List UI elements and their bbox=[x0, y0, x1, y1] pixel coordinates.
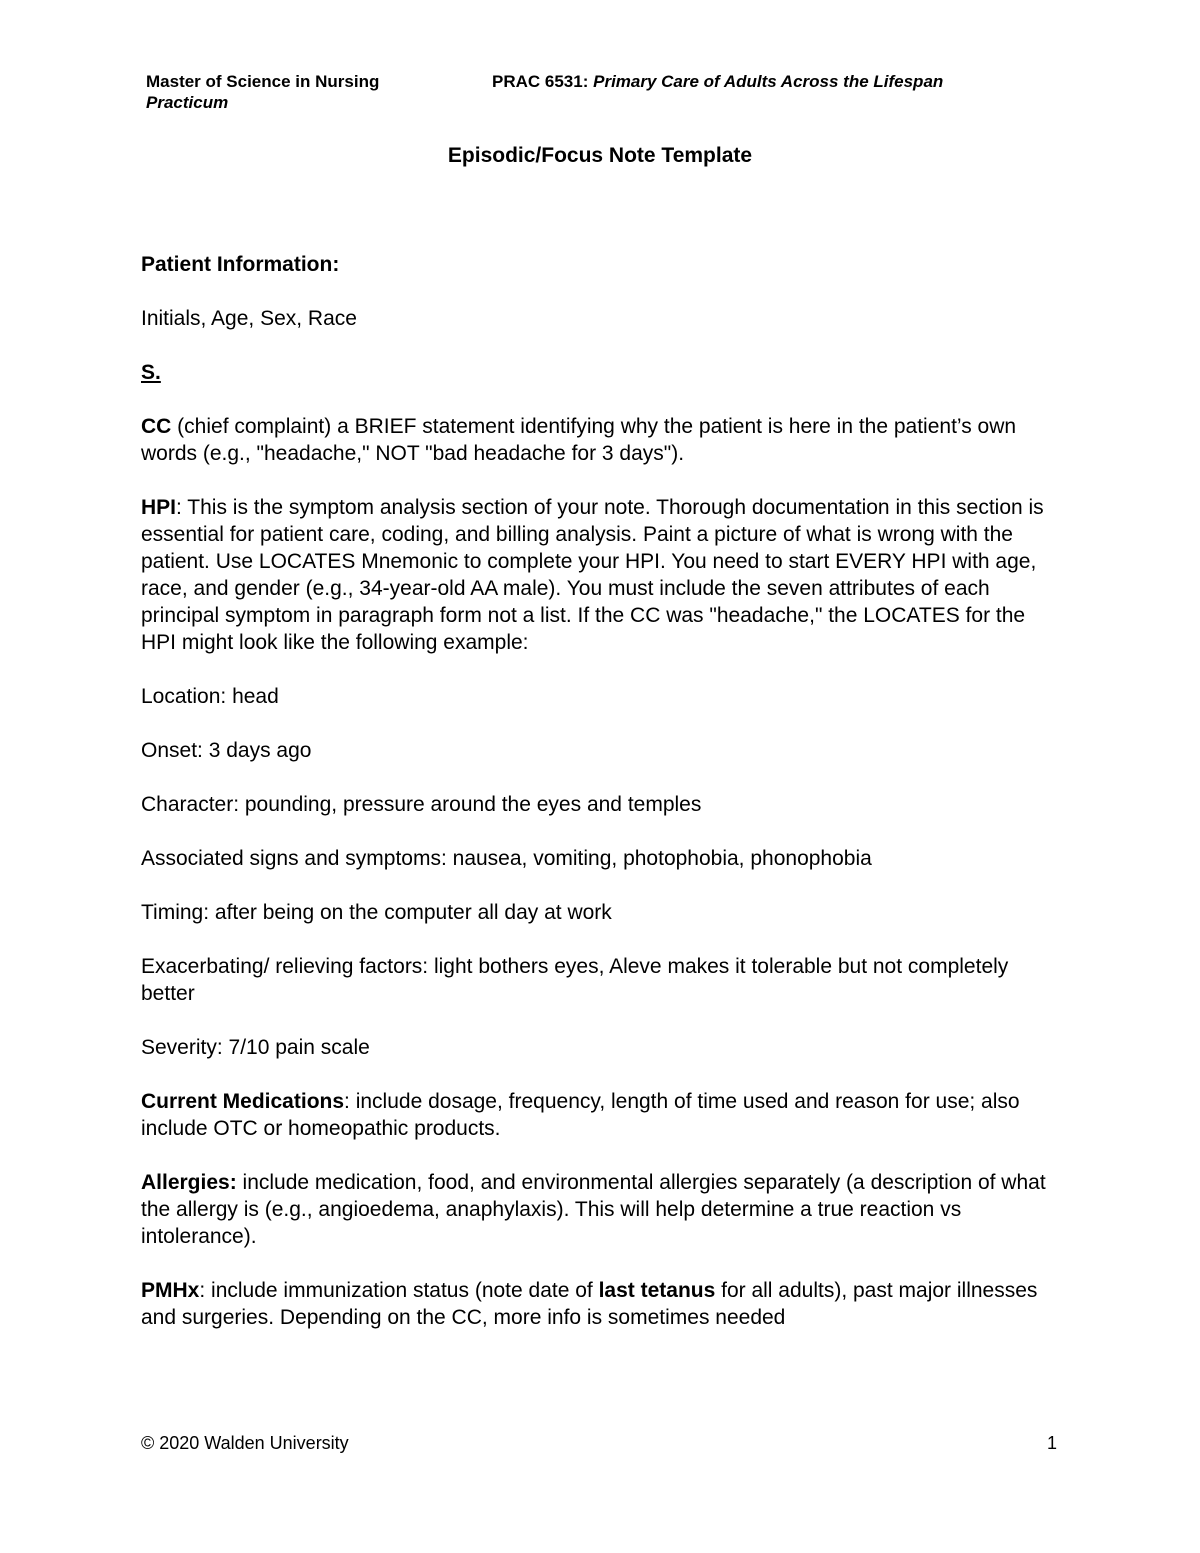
course-code: PRAC 6531: bbox=[492, 72, 589, 91]
hpi-label: HPI bbox=[141, 496, 177, 519]
locates-exacerbating-factors: Exacerbating/ relieving factors: light bothers eyes, Aleve makes it tolerable but not completely better bbox=[141, 955, 1009, 1005]
pmhx-text-start: : include immunization status (note date of bbox=[199, 1279, 599, 1302]
program-name: Master of Science in Nursing bbox=[146, 72, 380, 91]
cc-text: (chief complaint) a BRIEF statement identifying why the patient is here in the patient’s own words (e.g., "headache," NOT "bad headache for 3 days"). bbox=[141, 415, 1017, 465]
medications-paragraph bbox=[141, 1088, 1061, 1142]
document-title: Episodic/Focus Note Template bbox=[447, 144, 753, 167]
pmhx-paragraph bbox=[141, 1277, 1061, 1331]
medications-label: Current Medications bbox=[141, 1090, 345, 1113]
page-number: 1 bbox=[1047, 1433, 1058, 1453]
pmhx-label: PMHx bbox=[141, 1279, 200, 1302]
hpi-text: : This is the symptom analysis section of your note. Thorough documentation in this section is essential for patient care, coding, and billing analysis. Paint a picture of what is wrong with the patient. Use LOCATES Mnemonic to complete your HPI. You need to start EVERY HPI with age, race, and gender (e.g., 34-year-old AA male). You must include the seven attributes of each principal symptom in paragraph form not a list. If the CC was "headache," the LOCATES for the HPI might look like the following example: bbox=[141, 496, 1044, 654]
allergies-label: Allergies: bbox=[141, 1171, 237, 1194]
copyright-footer: © 2020 Walden University bbox=[141, 1433, 349, 1453]
patient-info-fields: Initials, Age, Sex, Race bbox=[141, 307, 357, 330]
locates-location: Location: head bbox=[141, 685, 279, 708]
cc-paragraph bbox=[141, 413, 1061, 467]
hpi-paragraph bbox=[141, 494, 1061, 656]
pmhx-text-end: for all adults), past major illnesses and surgeries. Depending on the CC, more info is sometimes needed bbox=[141, 1279, 1038, 1329]
subjective-heading: S. bbox=[141, 361, 161, 384]
course-header bbox=[492, 71, 943, 92]
patient-info-heading: Patient Information: bbox=[141, 253, 340, 276]
program-subtitle: Practicum bbox=[146, 93, 229, 112]
locates-associated-symptoms: Associated signs and symptoms: nausea, vomiting, photophobia, phonophobia bbox=[141, 847, 872, 870]
pmhx-emphasis: last tetanus bbox=[598, 1279, 716, 1302]
document-body bbox=[141, 251, 1061, 1358]
locates-character: Character: pounding, pressure around the eyes and temples bbox=[141, 793, 702, 816]
allergies-paragraph bbox=[141, 1169, 1061, 1250]
locates-severity: Severity: 7/10 pain scale bbox=[141, 1036, 370, 1059]
program-header bbox=[146, 71, 379, 113]
locates-onset: Onset: 3 days ago bbox=[141, 739, 312, 762]
medications-text: : include dosage, frequency, length of time used and reason for use; also include OTC or homeopathic products. bbox=[141, 1090, 1020, 1140]
locates-timing: Timing: after being on the computer all day at work bbox=[141, 901, 612, 924]
course-title: Primary Care of Adults Across the Lifespan bbox=[593, 72, 944, 91]
cc-label: CC bbox=[141, 415, 172, 438]
allergies-text: include medication, food, and environmental allergies separately (a description of what the allergy is (e.g., angioedema, anaphylaxis). This will help determine a true reaction vs intolerance). bbox=[141, 1171, 1046, 1248]
